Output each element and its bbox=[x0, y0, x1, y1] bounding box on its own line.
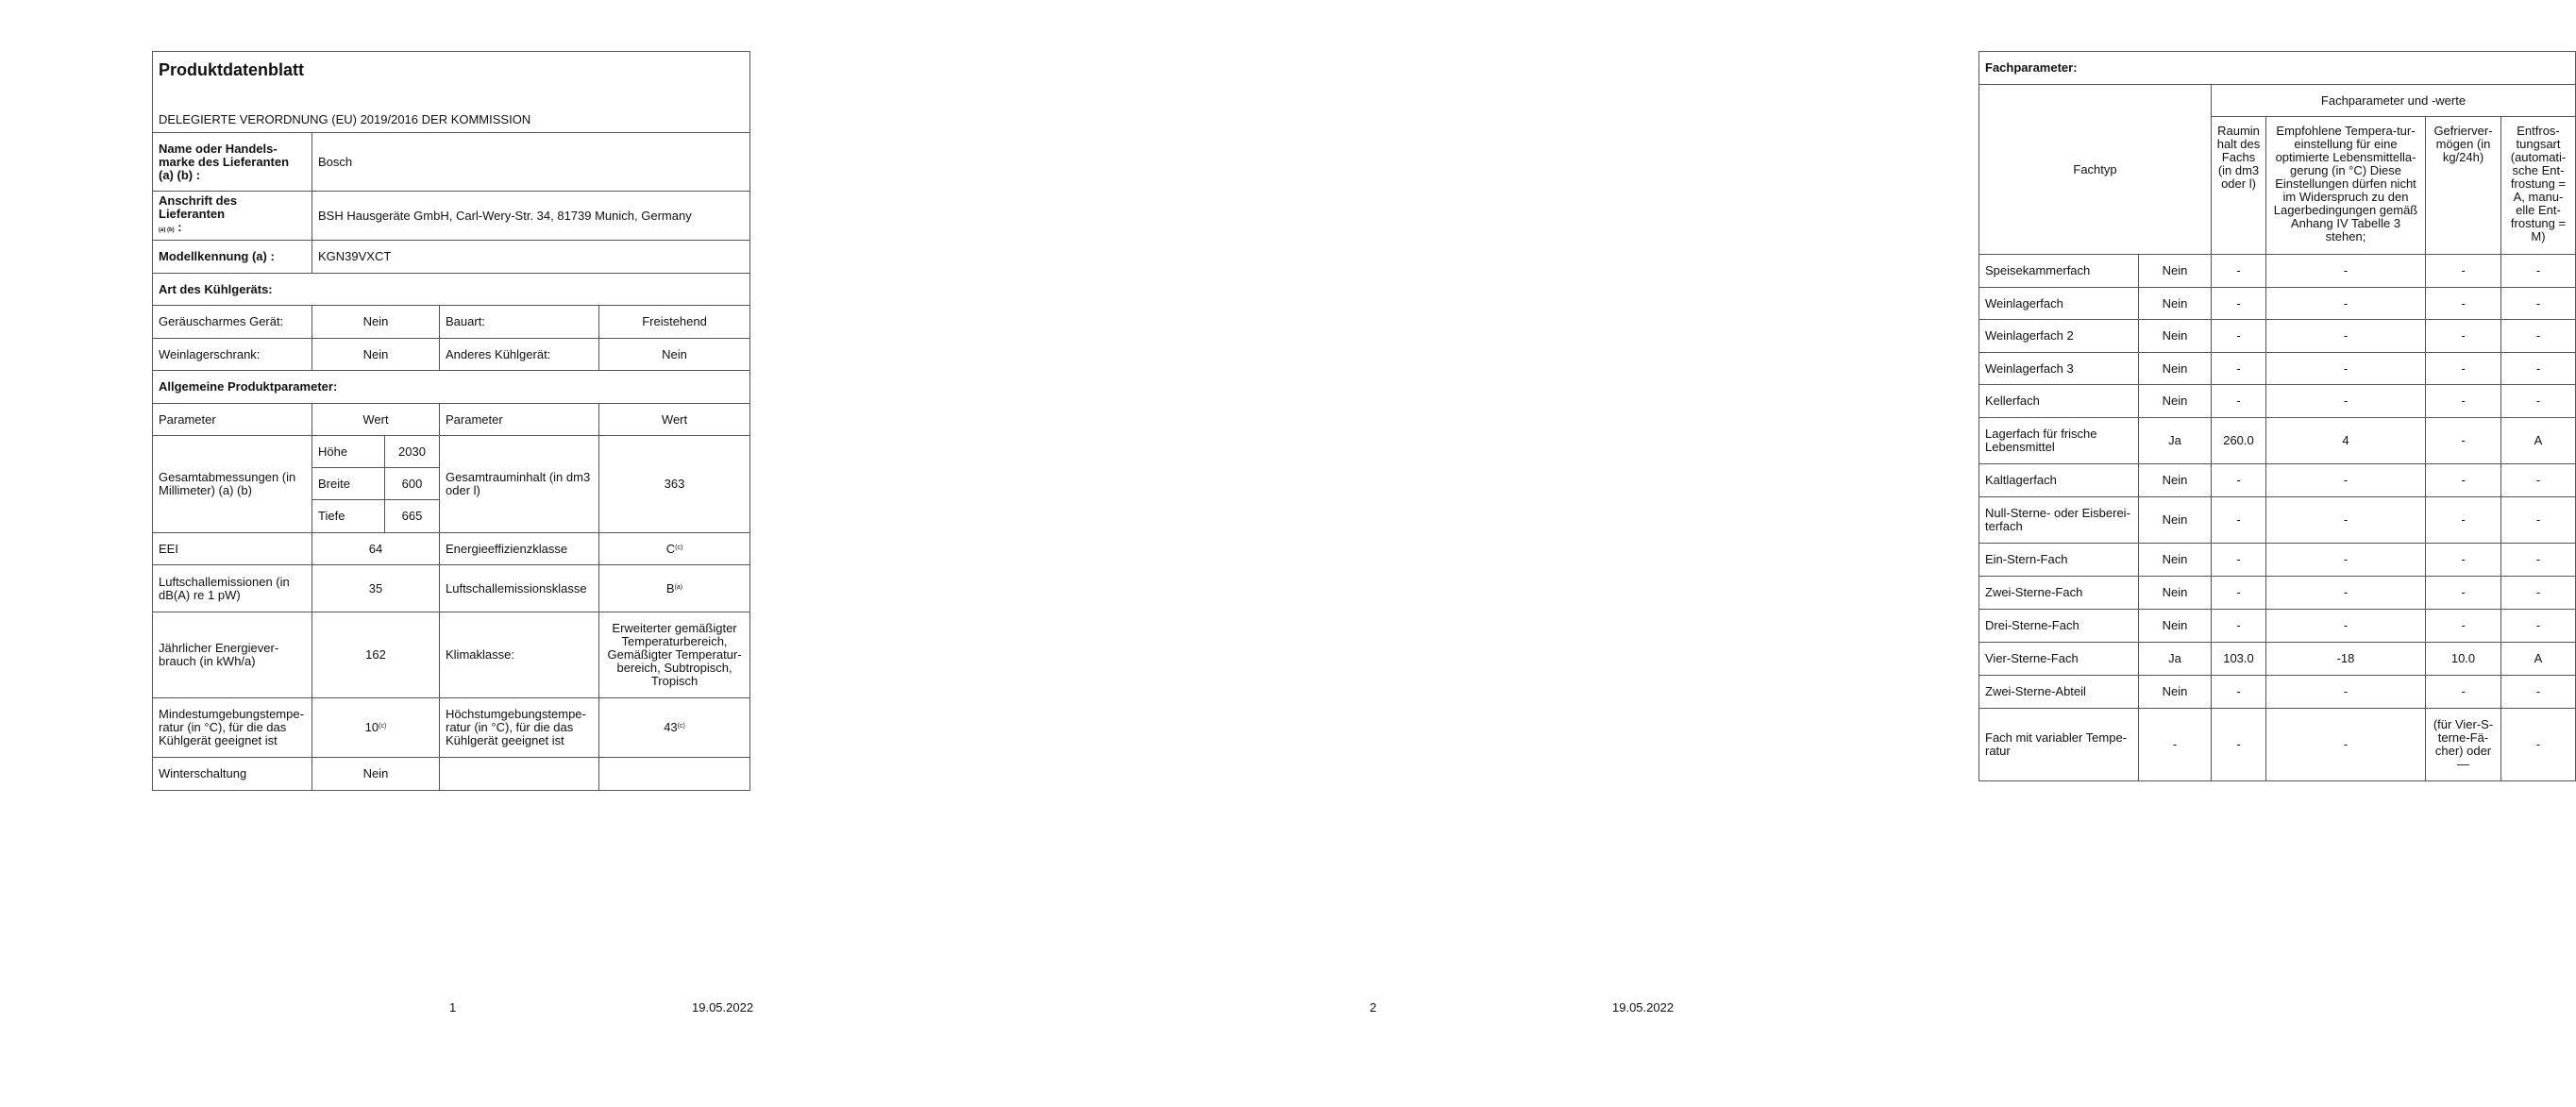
compartment-temperature: - bbox=[2266, 544, 2426, 577]
compartment-header: Fachparameter: bbox=[1979, 52, 2576, 85]
supplier-name-label: Name oder Handels-marke des Lieferanten (a) (b) : bbox=[153, 133, 312, 192]
compartment-present: Nein bbox=[2139, 464, 2212, 497]
compartment-freezing-capacity: - bbox=[2426, 288, 2501, 320]
compartment-present: Nein bbox=[2139, 255, 2212, 288]
energy-class-note: (c) bbox=[675, 544, 683, 551]
compartment-defrost-type: - bbox=[2501, 709, 2576, 781]
compartment-present: Nein bbox=[2139, 577, 2212, 610]
table-row bbox=[1979, 288, 2576, 320]
compartment-present: Nein bbox=[2139, 610, 2212, 643]
noise-emission-label: Luftschallemissionen (in dB(A) re 1 pW) bbox=[153, 565, 312, 612]
temperature-column-header: Empfohlene Tempera-tur-einstellung für eine optimierte Lebensmittella-gerung (in °C) Diese Einstellungen dürfen nicht im Widerspruch zu den Lagerbedingungen gemäß Anhang IV Tabelle 3 stehen; bbox=[2266, 117, 2426, 255]
compartment-volume: - bbox=[2212, 544, 2266, 577]
max-temperature-label: Höchstumgebungstempe-ratur (in °C), für die das Kühlgerät geeignet ist bbox=[440, 698, 599, 758]
energy-class-label: Energieeffizienzklasse bbox=[440, 533, 599, 565]
winter-switch-label: Winterschaltung bbox=[153, 758, 312, 791]
compartment-temperature: - bbox=[2266, 676, 2426, 709]
compartment-temperature: - bbox=[2266, 320, 2426, 353]
width-value: 600 bbox=[385, 468, 440, 500]
compartment-defrost-type: A bbox=[2501, 418, 2576, 464]
compartment-name: Lagerfach für frische Lebensmittel bbox=[1979, 418, 2139, 464]
compartment-present: Nein bbox=[2139, 320, 2212, 353]
compartment-type-header: Fachtyp bbox=[1979, 85, 2212, 255]
compartment-present: Nein bbox=[2139, 497, 2212, 544]
compartment-present: Nein bbox=[2139, 676, 2212, 709]
min-temperature-value: 10 bbox=[364, 720, 379, 734]
page-2 bbox=[906, 0, 2567, 1107]
compartment-name: Zwei-Sterne-Fach bbox=[1979, 577, 2139, 610]
compartment-name: Null-Sterne- oder Eisberei-terfach bbox=[1979, 497, 2139, 544]
compartment-freezing-capacity: - bbox=[2426, 418, 2501, 464]
compartment-temperature: - bbox=[2266, 255, 2426, 288]
compartment-present: - bbox=[2139, 709, 2212, 781]
compartment-freezing-capacity: - bbox=[2426, 353, 2501, 385]
compartment-present: Nein bbox=[2139, 544, 2212, 577]
defrost-column-header: Entfros-tungsart (automati-sche Ent-frostung = A, manu-elle Ent-frostung = M) bbox=[2501, 117, 2576, 255]
compartment-volume: - bbox=[2212, 709, 2266, 781]
title-cell bbox=[153, 52, 750, 110]
supplier-name-value: Bosch bbox=[312, 133, 750, 192]
supplier-address-colon: : bbox=[177, 220, 182, 234]
compartment-temperature: - bbox=[2266, 610, 2426, 643]
supplier-address-note: (a) (b) bbox=[159, 227, 175, 233]
compartment-defrost-type: - bbox=[2501, 497, 2576, 544]
compartment-freezing-capacity: - bbox=[2426, 497, 2501, 544]
compartment-defrost-type: - bbox=[2501, 320, 2576, 353]
compartment-name: Drei-Sterne-Fach bbox=[1979, 610, 2139, 643]
compartment-defrost-type: - bbox=[2501, 676, 2576, 709]
dimensions-label: Gesamtabmessungen (in Millimeter) (a) (b) bbox=[153, 436, 312, 533]
document-title: Produktdatenblatt bbox=[159, 60, 305, 79]
compartment-values-header: Fachparameter und -werte bbox=[2212, 85, 2576, 117]
table-row bbox=[1979, 577, 2576, 610]
compartment-name: Zwei-Sterne-Abteil bbox=[1979, 676, 2139, 709]
table-row bbox=[1979, 610, 2576, 643]
low-noise-value: Nein bbox=[312, 306, 440, 339]
design-value: Freistehend bbox=[599, 306, 750, 339]
general-parameters-header: Allgemeine Produktparameter: bbox=[153, 371, 750, 404]
noise-class-label: Luftschallemissionsklasse bbox=[440, 565, 599, 612]
table-row bbox=[1979, 320, 2576, 353]
compartment-temperature: - bbox=[2266, 497, 2426, 544]
compartment-defrost-type: - bbox=[2501, 464, 2576, 497]
model-value: KGN39VXCT bbox=[312, 241, 750, 274]
compartment-volume: - bbox=[2212, 497, 2266, 544]
compartment-freezing-capacity: 10.0 bbox=[2426, 643, 2501, 676]
compartment-temperature: -18 bbox=[2266, 643, 2426, 676]
appliance-type-header: Art des Kühlgeräts: bbox=[153, 274, 750, 306]
page-date: 19.05.2022 bbox=[1612, 1000, 1675, 1015]
empty-cell bbox=[440, 758, 599, 791]
compartment-freezing-capacity: - bbox=[2426, 320, 2501, 353]
compartment-name: Ein-Stern-Fach bbox=[1979, 544, 2139, 577]
compartment-name: Weinlagerfach 2 bbox=[1979, 320, 2139, 353]
width-label: Breite bbox=[312, 468, 385, 500]
table-row bbox=[1979, 385, 2576, 418]
min-temperature-label: Mindestumgebungstempe-ratur (in °C), für die das Kühlgerät geeignet ist bbox=[153, 698, 312, 758]
table-row bbox=[1979, 709, 2576, 781]
compartment-freezing-capacity: - bbox=[2426, 464, 2501, 497]
parameter-header: Parameter bbox=[153, 404, 312, 436]
compartment-volume: - bbox=[2212, 255, 2266, 288]
compartment-freezing-capacity: (für Vier-S-terne-Fä-cher) oder — bbox=[2426, 709, 2501, 781]
depth-label: Tiefe bbox=[312, 500, 385, 533]
compartment-name: Speisekammerfach bbox=[1979, 255, 2139, 288]
noise-class-value: B bbox=[665, 580, 675, 595]
supplier-address-label-cell bbox=[153, 192, 312, 241]
compartment-freezing-capacity: - bbox=[2426, 610, 2501, 643]
compartment-defrost-type: - bbox=[2501, 610, 2576, 643]
compartment-temperature: 4 bbox=[2266, 418, 2426, 464]
page-1 bbox=[0, 0, 906, 1107]
noise-emission-value: 35 bbox=[312, 565, 440, 612]
compartment-freezing-capacity: - bbox=[2426, 544, 2501, 577]
compartment-name: Vier-Sterne-Fach bbox=[1979, 643, 2139, 676]
energy-class-value: C bbox=[665, 541, 676, 556]
min-temperature-cell bbox=[312, 698, 440, 758]
compartment-volume: - bbox=[2212, 464, 2266, 497]
energy-consumption-value: 162 bbox=[312, 612, 440, 698]
height-value: 2030 bbox=[385, 436, 440, 468]
page-number: 2 bbox=[1370, 1000, 1377, 1015]
value-header: Wert bbox=[599, 404, 750, 436]
noise-class-note: (a) bbox=[674, 583, 683, 591]
product-datasheet-table bbox=[152, 51, 750, 791]
compartment-temperature: - bbox=[2266, 288, 2426, 320]
compartment-volume: - bbox=[2212, 320, 2266, 353]
freezing-capacity-column-header: Gefrierver-mögen (in kg/24h) bbox=[2426, 117, 2501, 255]
compartment-volume: - bbox=[2212, 353, 2266, 385]
compartment-volume: - bbox=[2212, 610, 2266, 643]
total-volume-label: Gesamtrauminhalt (in dm3 oder l) bbox=[440, 436, 599, 533]
compartment-present: Ja bbox=[2139, 418, 2212, 464]
supplier-address-label: Anschrift des Lieferanten bbox=[159, 193, 238, 221]
wine-cabinet-value: Nein bbox=[312, 339, 440, 371]
compartment-defrost-type: - bbox=[2501, 577, 2576, 610]
low-noise-label: Geräuscharmes Gerät: bbox=[153, 306, 312, 339]
empty-cell bbox=[599, 758, 750, 791]
supplier-address-value: BSH Hausgeräte GmbH, Carl-Wery-Str. 34, 81739 Munich, Germany bbox=[312, 192, 750, 241]
compartment-defrost-type: A bbox=[2501, 643, 2576, 676]
compartment-temperature: - bbox=[2266, 709, 2426, 781]
height-label: Höhe bbox=[312, 436, 385, 468]
compartment-defrost-type: - bbox=[2501, 353, 2576, 385]
compartment-name: Fach mit variabler Tempe-ratur bbox=[1979, 709, 2139, 781]
compartment-present: Nein bbox=[2139, 385, 2212, 418]
max-temperature-cell bbox=[599, 698, 750, 758]
table-row bbox=[1979, 544, 2576, 577]
energy-class-cell bbox=[599, 533, 750, 565]
max-temperature-note: (c) bbox=[677, 723, 685, 730]
regulation-subtitle: DELEGIERTE VERORDNUNG (EU) 2019/2016 DER KOMMISSION bbox=[153, 110, 750, 133]
compartment-volume: - bbox=[2212, 676, 2266, 709]
table-row bbox=[1979, 255, 2576, 288]
table-row bbox=[1979, 497, 2576, 544]
eei-label: EEI bbox=[153, 533, 312, 565]
table-row bbox=[1979, 418, 2576, 464]
compartment-name: Kaltlagerfach bbox=[1979, 464, 2139, 497]
compartment-freezing-capacity: - bbox=[2426, 255, 2501, 288]
wine-cabinet-label: Weinlagerschrank: bbox=[153, 339, 312, 371]
compartment-name: Weinlagerfach bbox=[1979, 288, 2139, 320]
climate-class-label: Klimaklasse: bbox=[440, 612, 599, 698]
table-row bbox=[1979, 464, 2576, 497]
depth-value: 665 bbox=[385, 500, 440, 533]
compartment-defrost-type: - bbox=[2501, 385, 2576, 418]
other-appliance-label: Anderes Kühlgerät: bbox=[440, 339, 599, 371]
model-label: Modellkennung (a) : bbox=[153, 241, 312, 274]
table-row bbox=[1979, 643, 2576, 676]
parameter-header: Parameter bbox=[440, 404, 599, 436]
compartment-name: Kellerfach bbox=[1979, 385, 2139, 418]
table-row bbox=[1979, 676, 2576, 709]
compartment-volume: 260.0 bbox=[2212, 418, 2266, 464]
compartment-temperature: - bbox=[2266, 353, 2426, 385]
page-number: 1 bbox=[449, 1000, 457, 1015]
compartment-present: Nein bbox=[2139, 288, 2212, 320]
winter-switch-value: Nein bbox=[312, 758, 440, 791]
compartment-freezing-capacity: - bbox=[2426, 577, 2501, 610]
max-temperature-value: 43 bbox=[664, 720, 678, 734]
page-date: 19.05.2022 bbox=[692, 1000, 754, 1015]
compartment-temperature: - bbox=[2266, 464, 2426, 497]
compartment-freezing-capacity: - bbox=[2426, 676, 2501, 709]
design-label: Bauart: bbox=[440, 306, 599, 339]
total-volume-value: 363 bbox=[599, 436, 750, 533]
compartment-parameters-table bbox=[1978, 51, 2576, 781]
compartment-freezing-capacity: - bbox=[2426, 385, 2501, 418]
min-temperature-note: (c) bbox=[379, 723, 387, 730]
compartment-name: Weinlagerfach 3 bbox=[1979, 353, 2139, 385]
value-header: Wert bbox=[312, 404, 440, 436]
noise-class-cell bbox=[599, 565, 750, 612]
compartment-defrost-type: - bbox=[2501, 288, 2576, 320]
compartment-temperature: - bbox=[2266, 385, 2426, 418]
compartment-volume: 103.0 bbox=[2212, 643, 2266, 676]
compartment-volume: - bbox=[2212, 385, 2266, 418]
volume-column-header: Raumin halt des Fachs (in dm3 oder l) bbox=[2212, 117, 2266, 255]
other-appliance-value: Nein bbox=[599, 339, 750, 371]
eei-value: 64 bbox=[312, 533, 440, 565]
compartment-present: Nein bbox=[2139, 353, 2212, 385]
energy-consumption-label: Jährlicher Energiever-brauch (in kWh/a) bbox=[153, 612, 312, 698]
table-row bbox=[1979, 353, 2576, 385]
compartment-volume: - bbox=[2212, 577, 2266, 610]
compartment-temperature: - bbox=[2266, 577, 2426, 610]
climate-class-value: Erweiterter gemäßigter Temperaturbereich, Gemäßigter Temperatur-bereich, Subtropisch, Tropisch bbox=[599, 612, 750, 698]
compartment-rows bbox=[1979, 255, 2576, 781]
compartment-defrost-type: - bbox=[2501, 544, 2576, 577]
compartment-defrost-type: - bbox=[2501, 255, 2576, 288]
compartment-volume: - bbox=[2212, 288, 2266, 320]
compartment-present: Ja bbox=[2139, 643, 2212, 676]
